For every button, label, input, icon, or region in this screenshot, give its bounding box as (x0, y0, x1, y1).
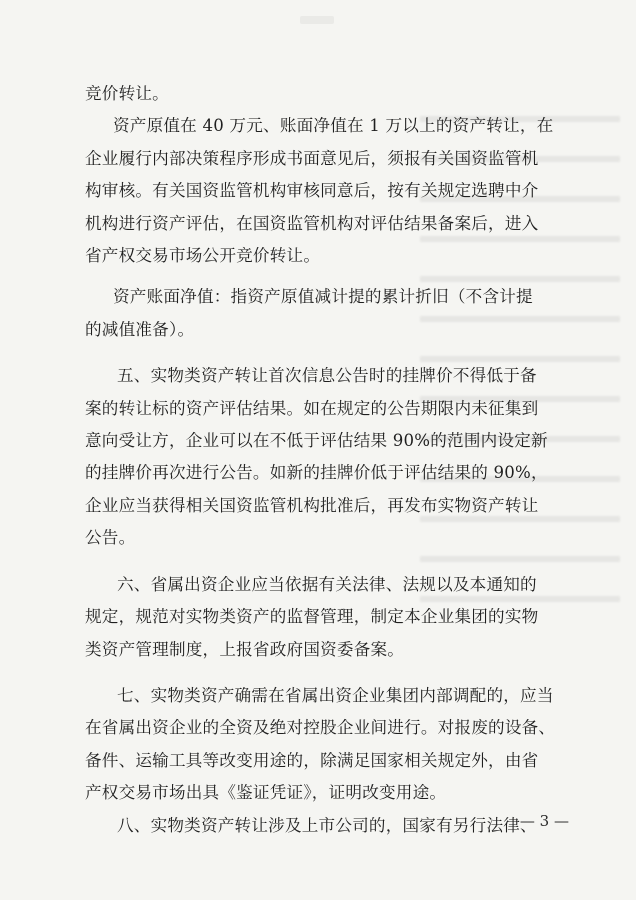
page-number: — 3 — (519, 812, 569, 830)
body-line: 在省属出资企业的全资及绝对控股企业间进行。对报废的设备、 (85, 718, 556, 738)
body-line: 五、实物类资产转让首次信息公告时的挂牌价不得低于备 (117, 366, 537, 386)
body-line: 案的转让标的资产评估结果。如在规定的公告期限内未征集到 (85, 398, 539, 418)
body-line: 资产账面净值：指资产原值减计提的累计折旧（不含计提 (113, 287, 533, 307)
body-line: 的减值准备）。 (85, 319, 195, 339)
header-mark (300, 16, 334, 24)
body-line: 资产原值在 40 万元、账面净值在 1 万以上的资产转让，在 (113, 116, 554, 136)
body-line: 规定，规范对实物类资产的监督管理，制定本企业集团的实物 (85, 607, 539, 627)
body-line: 六、省属出资企业应当依据有关法律、法规以及本通知的 (117, 574, 537, 594)
body-line: 产权交易市场出具《鉴证凭证》，证明改变用途。 (85, 783, 447, 803)
body-line: 意向受让方，企业可以在不低于评估结果 90%的范围内设定新 (85, 431, 548, 451)
body-line: 七、实物类资产确需在省属出资企业集团内部调配的，应当 (117, 685, 554, 705)
body-line: 类资产管理制度，上报省政府国资委备案。 (85, 639, 405, 659)
document-body (85, 78, 571, 842)
body-line: 企业应当获得相关国资监管机构批准后，再发布实物资产转让 (85, 495, 539, 515)
body-line: 省产权交易市场公开竞价转让。 (85, 246, 321, 266)
body-line: 八、实物类资产转让涉及上市公司的，国家有另行法律、 (117, 815, 537, 835)
body-line: 公告。 (85, 528, 136, 548)
body-line: 备件、运输工具等改变用途的，除满足国家相关规定外，由省 (85, 750, 539, 770)
body-line: 机构进行资产评估，在国资监管机构对评估结果备案后，进入 (85, 213, 539, 233)
body-line: 构审核。有关国资监管机构审核同意后，按有关规定选聘中介 (85, 181, 539, 201)
body-line: 竞价转让。 (85, 84, 169, 103)
body-line: 企业履行内部决策程序形成书面意见后，须报有关国资监管机 (85, 148, 539, 168)
body-line: 的挂牌价再次进行公告。如新的挂牌价低于评估结果的 90%， (85, 463, 548, 483)
